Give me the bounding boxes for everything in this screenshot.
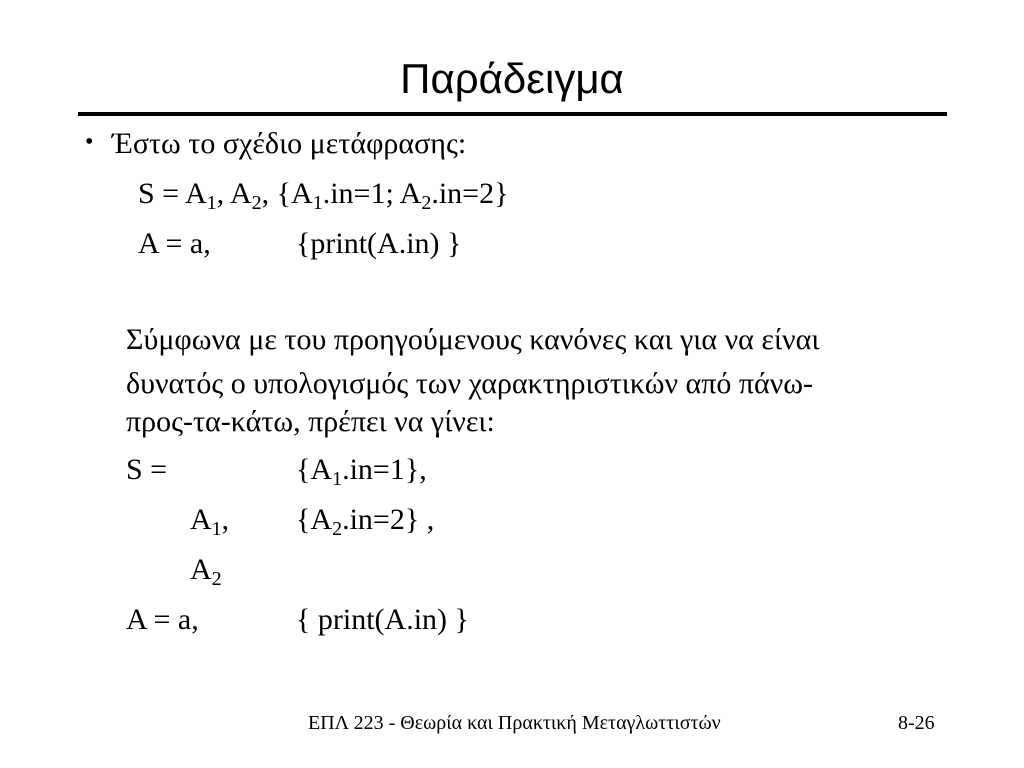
scheme2-row2-sym: A [190, 503, 212, 536]
intro-text: Έστω το σχέδιο μετάφρασης: [112, 127, 467, 160]
paragraph-line-2: δυνατός ο υπολογισμός των χαρακτηριστικών από πάνω- [126, 367, 814, 400]
scheme2-row4-lhs: A = a, [126, 603, 199, 636]
title-underline [78, 112, 947, 116]
scheme2-row1-a: {A [296, 453, 333, 486]
subscript: 1 [312, 192, 323, 214]
scheme2-row2-b: .in=2} , [342, 503, 435, 536]
scheme1-s-end: .in=2} [431, 177, 509, 210]
bullet-marker: • [85, 129, 94, 155]
scheme2-row2-a: {A [296, 503, 333, 536]
scheme1-s-mid2: .in=1; A [322, 177, 422, 210]
paragraph-line-1: Σύμφωνα με του προηγούμενους κανόνες και για να είναι [126, 323, 820, 356]
scheme1-s-lhs: S = A [138, 177, 207, 210]
subscript: 2 [251, 192, 262, 214]
subscript: 2 [421, 192, 432, 214]
scheme1-a-action: {print(A.in) } [296, 227, 462, 260]
footer-course: ΕΠΛ 223 - Θεωρία και Πρακτική Μεταγλωττιστών [308, 712, 721, 734]
scheme1-s-brace: , {A [261, 177, 313, 210]
scheme2-row-1 [126, 452, 526, 488]
scheme1-a-lhs: A = a, [138, 227, 211, 260]
scheme2-row-2 [126, 502, 526, 538]
subscript: 1 [332, 468, 343, 490]
subscript: 1 [211, 518, 222, 540]
scheme2-row-4 [126, 602, 526, 638]
scheme2-row1-b: .in=1}, [342, 453, 427, 486]
scheme1-s-rule [138, 176, 508, 212]
scheme2-row2-sym-end: , [221, 503, 230, 536]
footer-page-number: 8-26 [898, 712, 935, 734]
scheme2-row1-lhs: S = [126, 453, 168, 486]
paragraph-line-3: προς-τα-κάτω, πρέπει να γίνει: [126, 405, 495, 438]
scheme2-row3-sym: A [190, 553, 212, 586]
scheme1-s-mid: , A [216, 177, 252, 210]
scheme2-row4-action: { print(A.in) } [296, 603, 469, 636]
slide-title: Παράδειγμα [400, 55, 624, 102]
scheme2-row-3 [126, 552, 526, 588]
subscript: 1 [206, 192, 217, 214]
subscript: 2 [211, 568, 222, 590]
subscript: 2 [332, 518, 343, 540]
